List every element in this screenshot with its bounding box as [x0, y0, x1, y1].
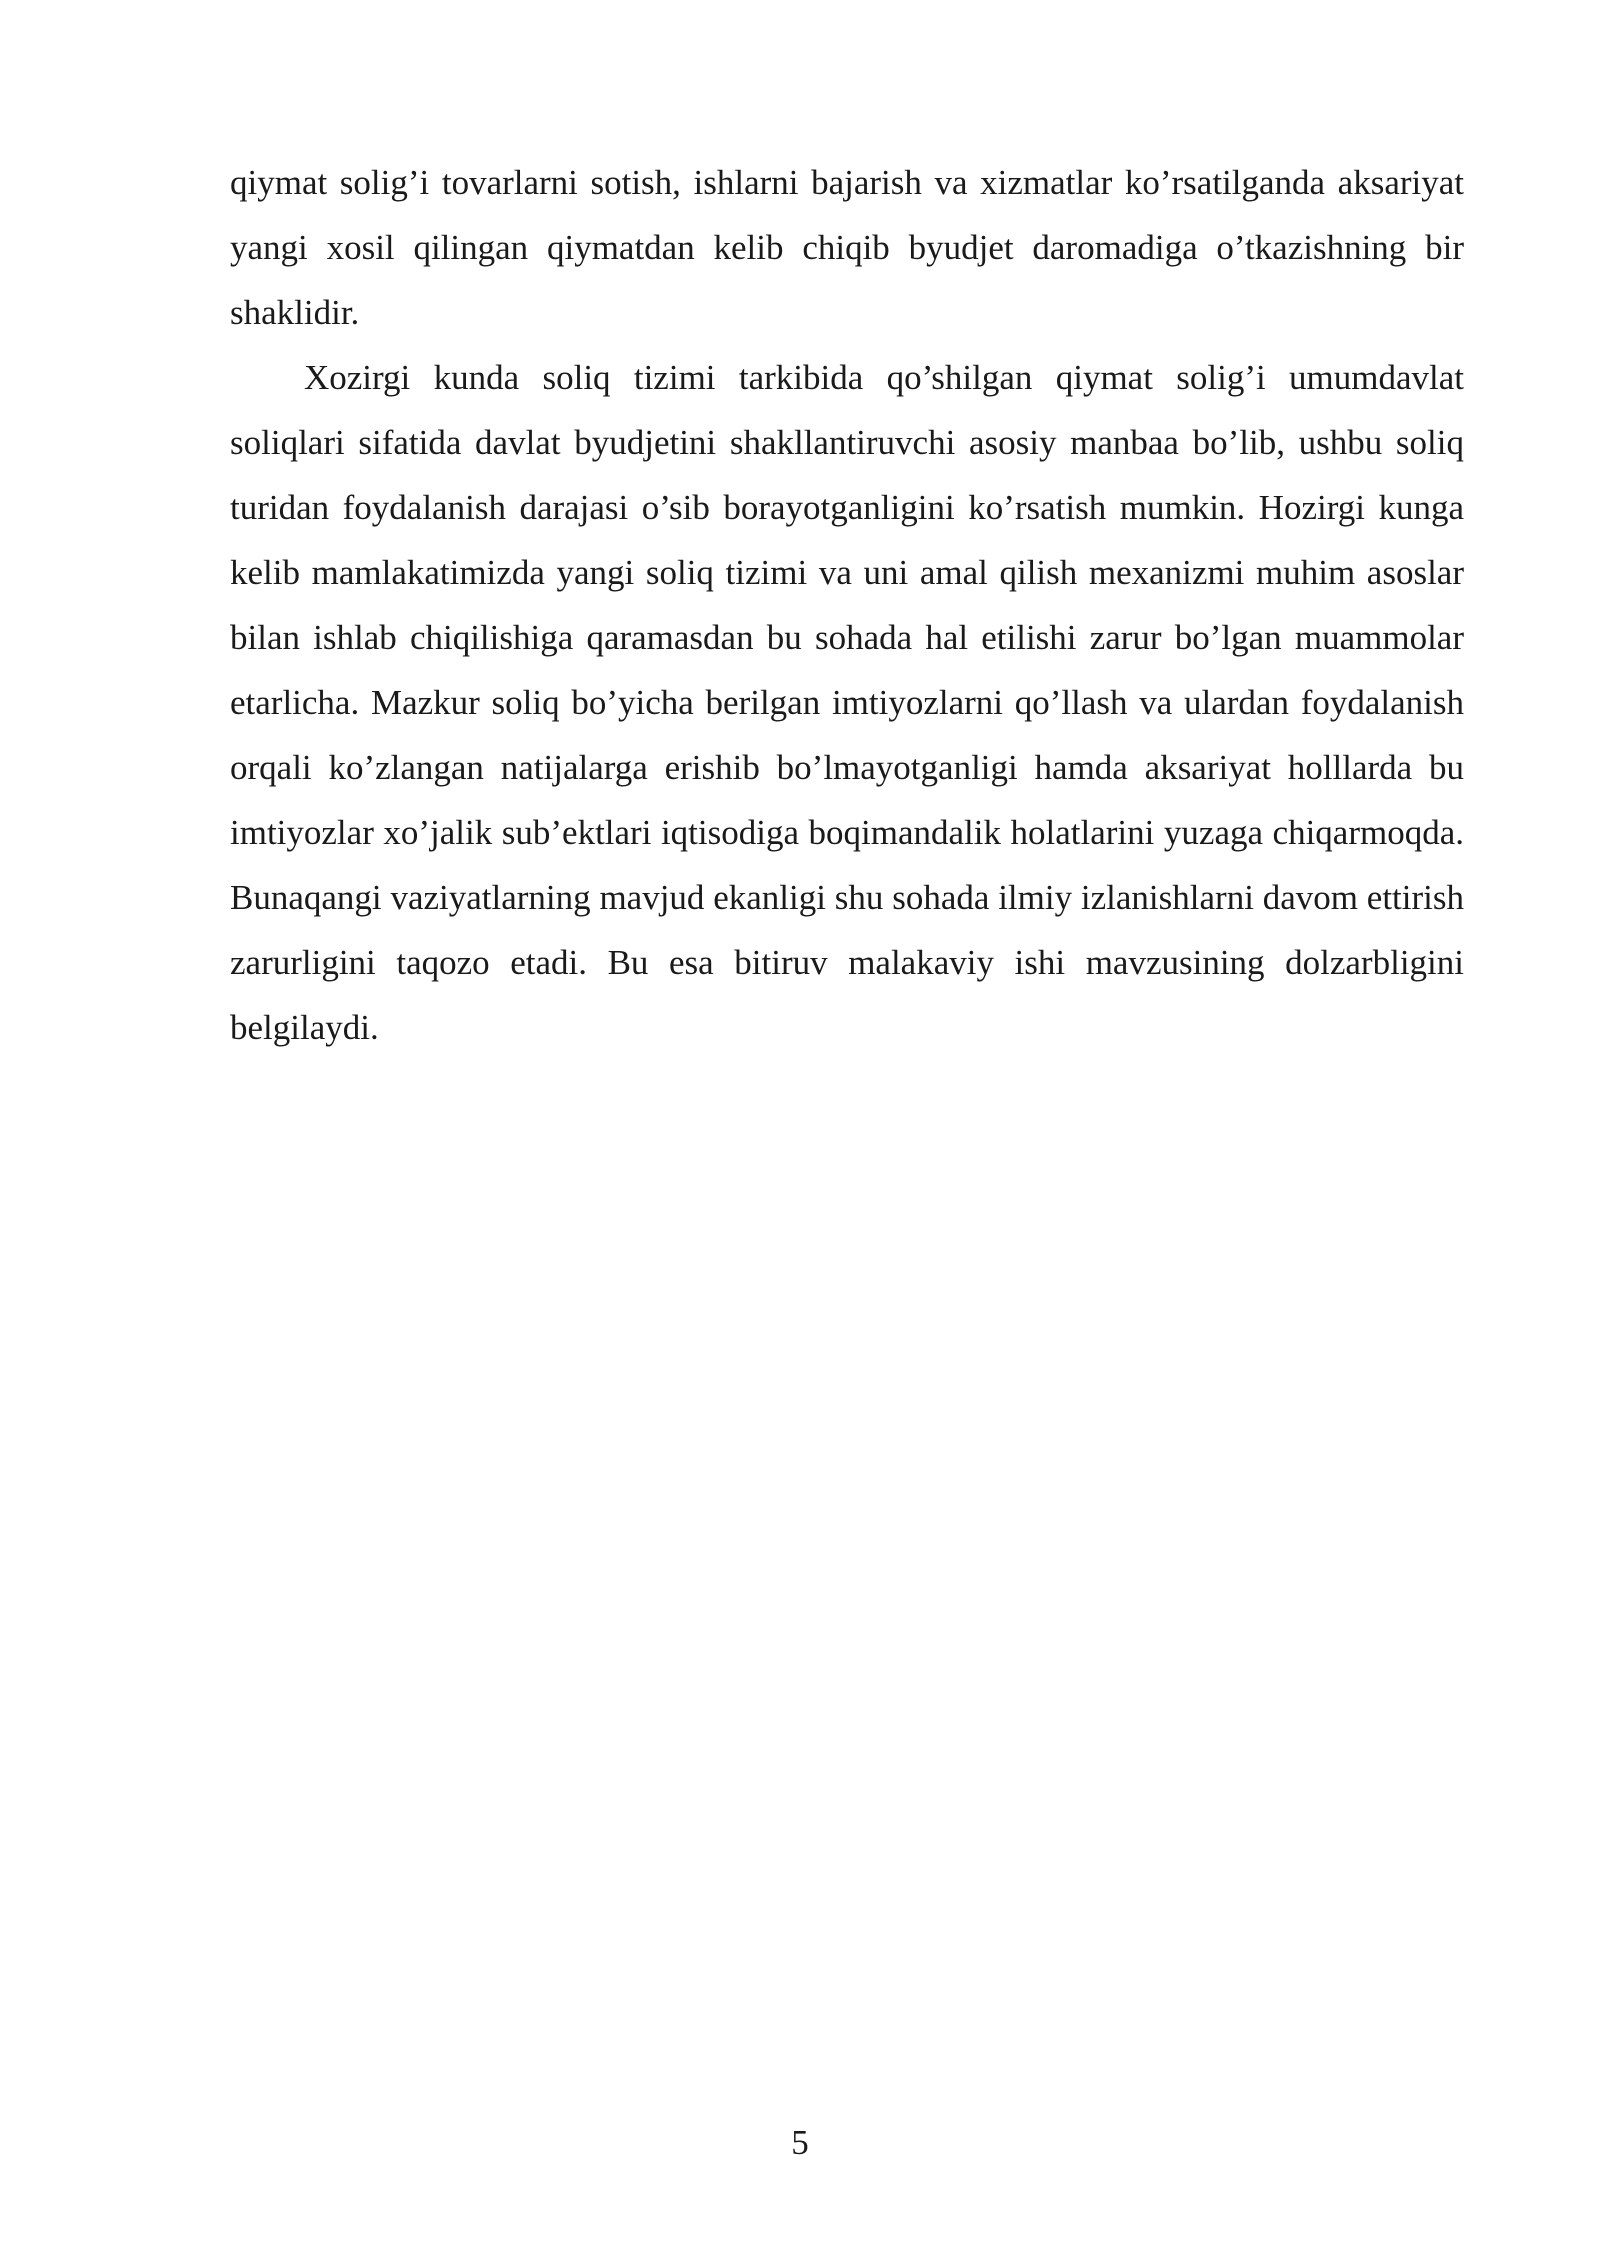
paragraph-continuation: qiymat solig’i tovarlarni sotish, ishlarni bajarish va xizmatlar ko’rsatilganda aksariyat yangi xosil qilingan qiymatdan kelib chiqib byudjet daromadiga o’tkazishning bir shaklidir. [230, 163, 1464, 332]
page-number: 5 [791, 2123, 809, 2162]
body-text [230, 150, 1464, 1060]
paragraph-main: Xozirgi kunda soliq tizimi tarkibida qo’shilgan qiymat solig’i umumdavlat soliqlari sifatida davlat byudjetini shakllantiruvchi asosiy manbaa bo’lib, ushbu soliq turidan foydalanish darajasi o’sib borayotganligini ko’rsatish mumkin. Hozirgi kunga kelib mamlakatimizda yangi soliq tizimi va uni amal qilish mexanizmi muhim asoslar bilan ishlab chiqilishiga qaramasdan bu sohada hal etilishi zarur bo’lgan muammolar etarlicha. Mazkur soliq bo’yicha berilgan imtiyozlarni qo’llash va ulardan foydalanish orqali ko’zlangan natijalarga erishib bo’lmayotganligi hamda aksariyat holllarda bu imtiyozlar xo’jalik sub’ektlari iqtisodiga boqimandalik holatlarini yuzaga chiqarmoqda. Bunaqangi vaziyatlarning mavjud ekanligi shu sohada ilmiy izlanishlarni davom ettirish zarurligini taqozo etadi. Bu esa bitiruv malakaviy ishi mavzusining dolzarbligini belgilaydi. [230, 358, 1464, 1047]
